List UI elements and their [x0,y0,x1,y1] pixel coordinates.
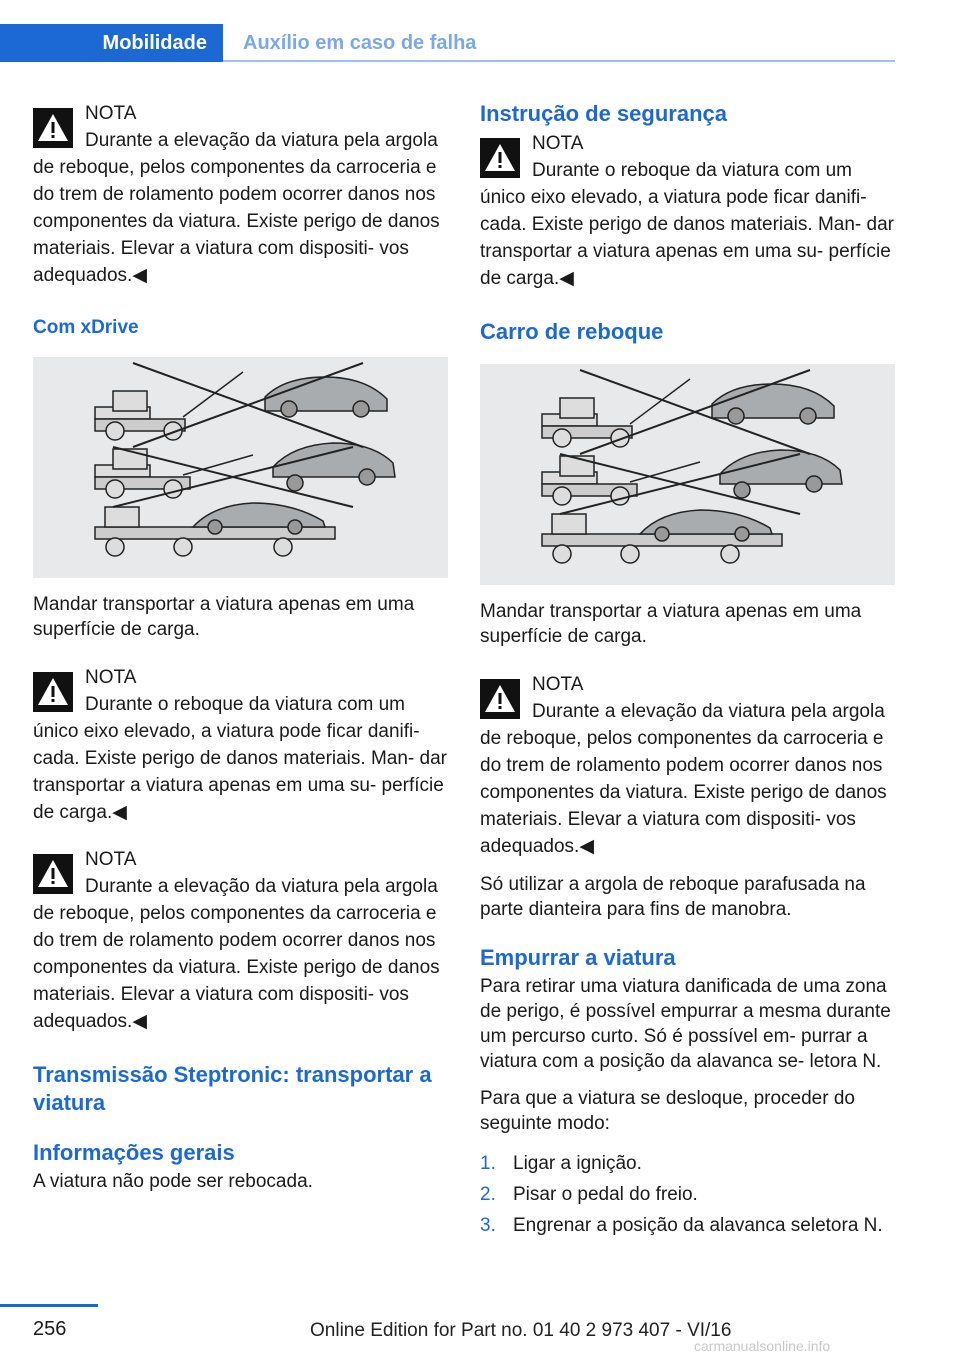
header-rule [223,60,895,62]
tow-truck-figure [33,357,448,578]
left-column [33,100,448,1206]
page-header [0,0,960,64]
note-title: NOTA [532,133,584,154]
towing-illustration [33,357,448,578]
note-body: Durante a elevação da viatura pela argola de reboque, pelos componentes da carroceria e do trem de rolamento podem ocorrer danos nos componentes da viatura. Existe perigo de danos materiais. Elevar a viatura com dispositi‐ vos adequados.◀ [33,876,440,1032]
heading-transmissao: Transmissão Steptronic: transportar a viatura [33,1062,432,1115]
desloque-text: Para que a viatura se desloque, proceder do seguinte modo: [480,1088,855,1134]
heading-empurrar: Empurrar a viatura [480,945,676,970]
note-body: Durante a elevação da viatura pela argola de reboque, pelos componentes da carroceria e do trem de rolamento podem ocorrer danos nos componentes da viatura. Existe perigo de danos materiais. Elevar a viatura com dispositi‐ vos adequados.◀ [33,130,440,286]
warning-icon [33,108,73,148]
note-body: Durante o reboque da viatura com um único eixo elevado, a viatura pode ficar danifi‐ cada. Existe perigo de danos materiais. Man‐ dar transportar a viatura apenas em uma su‐ perfície de carga.◀ [33,694,447,823]
note-title: NOTA [532,674,584,695]
edition-text: Online Edition for Part no. 01 40 2 973 407 - VI/16 [310,1320,732,1341]
step-number: 2. [480,1184,496,1205]
heading-carro-reboque: Carro de reboque [480,319,664,344]
step-text: Engrenar a posição da alavanca seletora N. [513,1215,883,1236]
tow-truck-figure [480,364,895,585]
list-item [480,1179,895,1210]
warning-note [33,846,448,1035]
note-title: NOTA [85,849,137,870]
note-title: NOTA [85,667,137,688]
note-body: Durante a elevação da viatura pela argola de reboque, pelos componentes da carroceria e do trem de rolamento podem ocorrer danos nos componentes da viatura. Existe perigo de danos materiais. Elevar a viatura com dispositi‐ vos adequados.◀ [480,701,887,857]
step-number: 3. [480,1215,496,1236]
heading-seguranca: Instrução de segurança [480,101,727,126]
info-text: A viatura não pode ser rebocada. [33,1171,313,1192]
page-number: 256 [33,1318,67,1340]
warning-note [33,664,448,826]
subheading-xdrive: Com xDrive [33,317,139,338]
figure-caption: Mandar transportar a viatura apenas em uma superfície de carga. [33,594,415,640]
tab-mobilidade[interactable]: Mobilidade [0,24,223,62]
note-body: Durante o reboque da viatura com um único eixo elevado, a viatura pode ficar danifi‐ cada. Existe perigo de danos materiais. Man‐ dar transportar a viatura apenas em uma su‐ perfície de carga.◀ [480,160,894,289]
warning-icon [33,854,73,894]
steps-list [480,1148,895,1241]
right-column [480,100,895,1241]
list-item [480,1210,895,1241]
step-text: Pisar o pedal do freio. [513,1184,698,1205]
warning-icon [480,138,520,178]
note-title: NOTA [85,103,137,124]
warning-icon [33,672,73,712]
step-number: 1. [480,1153,496,1174]
empurrar-text: Para retirar uma viatura danificada de uma zona de perigo, é possível empurrar a mesma durante um percurso curto. Só é possível em‐ purrar a viatura com a posição da alavanca se‐ letora N. [480,976,891,1072]
towing-illustration [480,364,895,585]
footer-rule [0,1304,98,1307]
warning-icon [480,679,520,719]
step-text: Ligar a ignição. [513,1153,642,1174]
figure-caption: Mandar transportar a viatura apenas em uma superfície de carga. [480,601,862,647]
warning-note [33,100,448,289]
heading-informacoes-gerais: Informações gerais [33,1140,235,1165]
warning-note [480,671,895,860]
tab-auxilio[interactable]: Auxílio em caso de falha [243,31,477,54]
argola-text: Só utilizar a argola de reboque parafusada na parte dianteira para fins de manobra. [480,874,866,920]
watermark: carmanualsonline.info [694,1338,831,1354]
list-item [480,1148,895,1179]
warning-note [480,130,895,292]
